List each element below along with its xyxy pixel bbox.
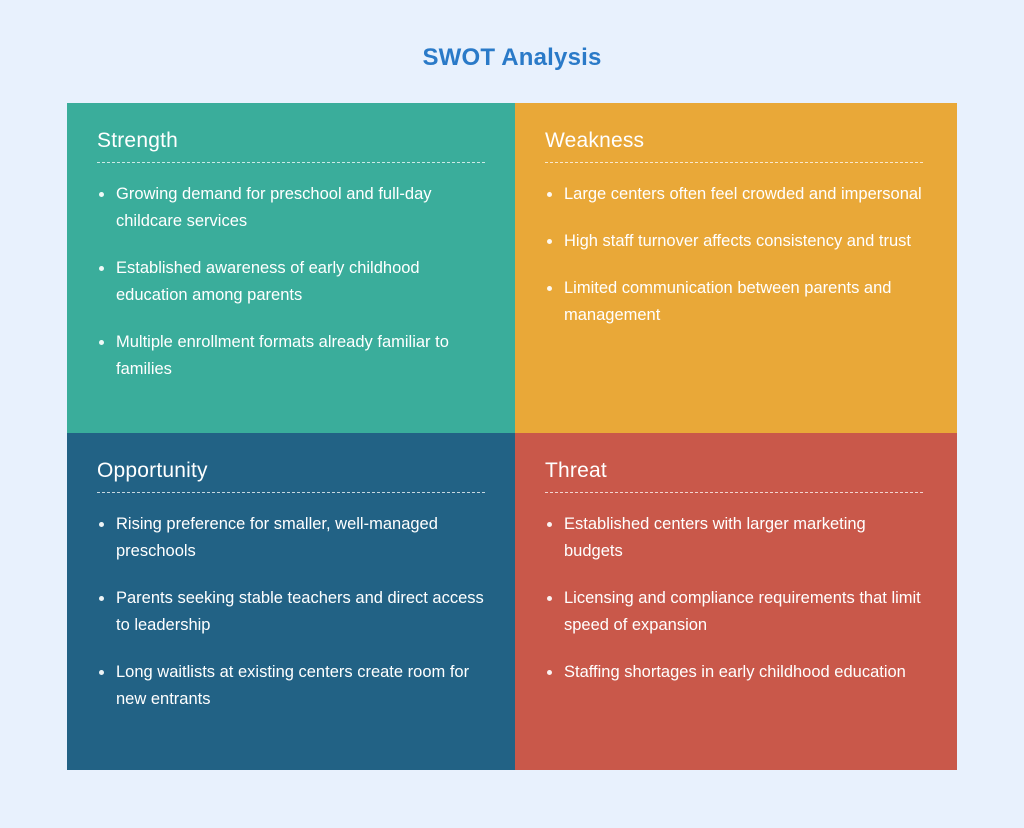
swot-matrix bbox=[67, 103, 957, 770]
quadrant-weakness-divider bbox=[545, 162, 923, 163]
quadrant-weakness bbox=[515, 103, 957, 433]
quadrant-threat-list bbox=[545, 511, 923, 686]
quadrant-strength bbox=[67, 103, 515, 433]
quadrant-opportunity-heading: Opportunity bbox=[97, 459, 208, 482]
quadrant-threat-divider bbox=[545, 492, 923, 493]
list-item: Staffing shortages in early childhood education bbox=[545, 659, 923, 686]
quadrant-opportunity-list bbox=[97, 511, 485, 713]
list-item: Parents seeking stable teachers and direct access to leadership bbox=[97, 585, 485, 639]
list-item: Established awareness of early childhood education among parents bbox=[97, 255, 485, 309]
quadrant-strength-heading: Strength bbox=[97, 129, 178, 152]
quadrant-threat-heading: Threat bbox=[545, 459, 607, 482]
list-item: Licensing and compliance requirements that limit speed of expansion bbox=[545, 585, 923, 639]
page-title: SWOT Analysis bbox=[422, 44, 602, 71]
quadrant-weakness-heading: Weakness bbox=[545, 129, 645, 152]
quadrant-threat bbox=[515, 433, 957, 770]
list-item: Established centers with larger marketing budgets bbox=[545, 511, 923, 565]
list-item: Growing demand for preschool and full-day childcare services bbox=[97, 181, 485, 235]
list-item: Limited communication between parents and management bbox=[545, 275, 923, 329]
quadrant-opportunity bbox=[67, 433, 515, 770]
list-item: Rising preference for smaller, well-managed preschools bbox=[97, 511, 485, 565]
quadrant-opportunity-divider bbox=[97, 492, 485, 493]
list-item: Large centers often feel crowded and impersonal bbox=[545, 181, 923, 208]
list-item: Long waitlists at existing centers create room for new entrants bbox=[97, 659, 485, 713]
quadrant-strength-divider bbox=[97, 162, 485, 163]
quadrant-weakness-list bbox=[545, 181, 923, 329]
list-item: Multiple enrollment formats already familiar to families bbox=[97, 329, 485, 383]
quadrant-strength-list bbox=[97, 181, 485, 383]
list-item: High staff turnover affects consistency and trust bbox=[545, 228, 923, 255]
